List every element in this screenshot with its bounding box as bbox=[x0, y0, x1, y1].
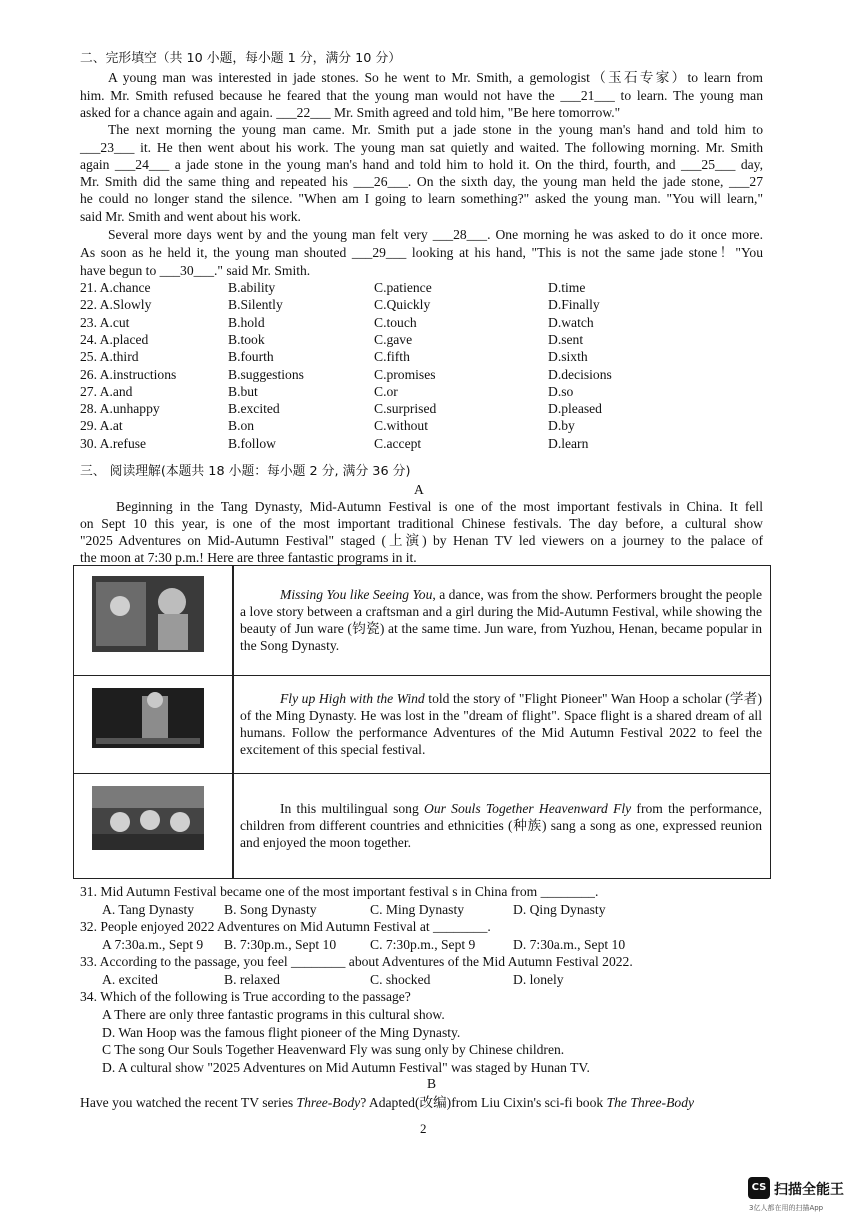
cloze-option: D.Finally bbox=[548, 297, 600, 313]
cloze-option: B.took bbox=[228, 331, 265, 347]
question-stem: 33. According to the passage, you feel ________ about Adventures of the Mid Autumn Festival 2022. bbox=[80, 954, 633, 969]
cloze-option: 28. A.unhappy bbox=[80, 401, 160, 417]
cloze-option: B.excited bbox=[228, 401, 280, 417]
program-photo bbox=[92, 786, 204, 850]
cloze-line: ___23___ it. He then went about his work. The young man sat quietly and waited. The following morning. Mr. Smith bbox=[80, 140, 763, 155]
question-option: B. Song Dynasty bbox=[224, 902, 317, 917]
program-photo bbox=[92, 688, 204, 748]
cloze-option: 25. A.third bbox=[80, 349, 139, 365]
cloze-option: B.follow bbox=[228, 435, 276, 451]
cloze-option: D.decisions bbox=[548, 366, 612, 382]
cloze-option: C.gave bbox=[374, 331, 413, 347]
program-description bbox=[240, 690, 762, 758]
cloze-option: B.hold bbox=[228, 314, 265, 330]
cloze-option: C.surprised bbox=[374, 401, 437, 417]
intro-line: the moon at 7:30 p.m.! Here are three fantastic programs in it. bbox=[80, 550, 417, 565]
program-text: told the story of "Flight Pioneer" Wan Hoop a scholar (学者) of the Ming Dynasty. He was lost in the "dream of flight". Space flight is a shared dream of all humans. Follow the performance Adventures of the Mid Autumn Festival 2022 to feel the excitement of this special festival. bbox=[240, 691, 762, 757]
cloze-option: 27. A.and bbox=[80, 383, 133, 399]
page-number: 2 bbox=[420, 1121, 427, 1136]
cloze-option: D.pleased bbox=[548, 401, 602, 417]
cloze-option: 24. A.placed bbox=[80, 331, 149, 347]
cloze-option: C.without bbox=[374, 418, 429, 434]
cloze-line: Several more days went by and the young man felt very ___28___. One morning he was asked to do it once more. bbox=[108, 227, 763, 242]
cloze-option: C.accept bbox=[374, 435, 422, 451]
intro-line: Beginning in the Tang Dynasty, Mid-Autumn Festival is one of the most important festivals in China. It fell bbox=[116, 499, 763, 514]
table-row bbox=[74, 774, 770, 880]
cloze-line: The next morning the young man came. Mr. Smith put a jade stone in the young man's hand and told him to bbox=[108, 122, 763, 137]
question-stem: 31. Mid Autumn Festival became one of the most important festival s in China from ________. bbox=[80, 884, 599, 899]
program-description bbox=[240, 586, 762, 654]
table-row bbox=[74, 676, 770, 774]
program-description bbox=[240, 800, 762, 851]
part-b-text: ? Adapted(改编)from Liu Cixin's sci-fi book bbox=[360, 1095, 607, 1110]
intro-line: on Sept 10 this year, is one of the most important traditional Chinese festivals. The day before, a cultural show bbox=[80, 516, 763, 531]
question-option: C. shocked bbox=[370, 972, 431, 987]
program-title: Missing You like Seeing You bbox=[280, 587, 433, 602]
part-a-label: A bbox=[414, 482, 424, 497]
program-text: , a dance, was from the show. Performers brought the people a love story between a craftsman and a girl during the Mid-Autumn Festival, while showing the beauty of Jun ware (钧瓷) at the same time. Jun ware, from Yuzhou, Henan, became popular in the Song Dynasty. bbox=[240, 587, 762, 653]
cloze-option: 22. A.Slowly bbox=[80, 297, 152, 313]
question-option: D. Wan Hoop was the famous flight pioneer of the Ming Dynasty. bbox=[102, 1024, 461, 1040]
cloze-line: As soon as he held it, the young man shouted ___29___ looking at his hand, "This is not the same jade stone！"You bbox=[80, 245, 763, 260]
question-option: D. Qing Dynasty bbox=[513, 902, 606, 917]
watermark-name: 扫描全能王 bbox=[774, 1182, 844, 1198]
cloze-line: A young man was interested in jade stones. So he went to Mr. Smith, a gemologist（玉石专家）to learn from bbox=[108, 70, 763, 85]
cloze-option: B.Silently bbox=[228, 297, 283, 313]
watermark-tagline: 3亿人都在用的扫描App bbox=[749, 1204, 824, 1212]
cloze-option: 30. A.refuse bbox=[80, 435, 147, 451]
cloze-option: C.or bbox=[374, 383, 398, 399]
cloze-line: asked for a chance again and again. ___22___ Mr. Smith agreed and told him, "Be here tomorrow." bbox=[80, 105, 621, 120]
question-option: B. 7:30p.m., Sept 10 bbox=[224, 937, 337, 952]
cloze-option: C.fifth bbox=[374, 349, 410, 365]
camscanner-logo-icon: CS bbox=[748, 1177, 770, 1199]
cloze-line: he could no longer stand the silence. "When am I going to learn something?" asked the young man. "You will learn," bbox=[80, 191, 763, 206]
cloze-option: C.patience bbox=[374, 280, 432, 295]
part-b-label: B bbox=[427, 1076, 437, 1091]
table-row bbox=[74, 566, 770, 676]
cloze-option: B.ability bbox=[228, 280, 276, 295]
cloze-line: said Mr. Smith and went about his work. bbox=[80, 209, 301, 224]
cloze-option: 29. A.at bbox=[80, 418, 123, 434]
cloze-option: D.time bbox=[548, 280, 586, 295]
cloze-option: D.by bbox=[548, 418, 575, 434]
cloze-option: D.watch bbox=[548, 314, 594, 330]
section3-heading: 三、 阅读理解(本题共 18 小题：每小题 2 分, 满分 36 分) bbox=[80, 464, 411, 479]
question-option: A There are only three fantastic programs in this cultural show. bbox=[102, 1007, 445, 1022]
section2-heading: 二、完形填空（共 10 小题，每小题 1 分，满分 10 分） bbox=[80, 51, 402, 66]
cloze-option: D.so bbox=[548, 383, 574, 399]
cloze-option: C.promises bbox=[374, 366, 436, 382]
cloze-option: D.learn bbox=[548, 435, 589, 451]
program-text-pre: In this multilingual song bbox=[280, 801, 425, 816]
question-option: B. relaxed bbox=[224, 972, 280, 987]
question-option: C. 7:30p.m., Sept 9 bbox=[370, 937, 476, 952]
question-option: A 7:30a.m., Sept 9 bbox=[102, 937, 204, 952]
cloze-option: D.sixth bbox=[548, 349, 588, 365]
cloze-option: C.touch bbox=[374, 314, 417, 330]
question-option: D. lonely bbox=[513, 972, 564, 987]
intro-line: "2025 Adventures on Mid-Autumn Festival" staged (上演) by Henan TV led viewers on a journey to the palace of bbox=[80, 533, 763, 548]
cloze-line: have begun to ___30___." said Mr. Smith. bbox=[80, 263, 311, 278]
part-b-first-line bbox=[80, 1094, 694, 1111]
cloze-line: him. Mr. Smith refused because he feared that the young man would not have the ___21___ to learn. The young man bbox=[80, 88, 763, 103]
cloze-option: B.on bbox=[228, 418, 255, 434]
question-option: D. 7:30a.m., Sept 10 bbox=[513, 937, 626, 952]
cloze-option: B.suggestions bbox=[228, 366, 304, 382]
question-option: C The song Our Souls Together Heavenward Fly was sung only by Chinese children. bbox=[102, 1042, 565, 1057]
question-option: A. Tang Dynasty bbox=[102, 902, 195, 917]
cloze-option: D.sent bbox=[548, 331, 584, 347]
part-b-title: Three-Body bbox=[296, 1095, 361, 1110]
cloze-option: C.Quickly bbox=[374, 297, 431, 313]
question-stem: 32. People enjoyed 2022 Adventures on Mid Autumn Festival at ________. bbox=[80, 919, 491, 934]
cloze-line: Mr. Smith did the same thing and repeated his ___26___. On the sixth day, the young man held the jade stone, ___27 bbox=[80, 174, 763, 189]
question-option: C. Ming Dynasty bbox=[370, 902, 465, 917]
part-b-text: Have you watched the recent TV series bbox=[80, 1095, 297, 1110]
cloze-option: 23. A.cut bbox=[80, 314, 130, 330]
program-title: Fly up High with the Wind bbox=[280, 691, 425, 706]
cloze-option: B.but bbox=[228, 383, 258, 399]
program-photo bbox=[92, 576, 204, 652]
programs-table bbox=[73, 565, 771, 879]
cloze-line: again ___24___ a jade stone in the young man's hand and told him to hold it. On the third, fourth, and ___25___ day, bbox=[80, 157, 763, 172]
question-stem: 34. Which of the following is True according to the passage? bbox=[80, 989, 411, 1004]
cloze-option: 21. A.chance bbox=[80, 280, 151, 295]
cloze-option: B.fourth bbox=[228, 349, 274, 365]
program-text: from the performance, children from different countries and ethnicities (种族) sang a song as one, expressed reunion and enjoyed the moon together. bbox=[240, 801, 762, 850]
part-b-title: The Three-Body bbox=[606, 1095, 695, 1110]
program-title: Our Souls Together Heavenward Fly bbox=[424, 801, 632, 816]
question-option: A. excited bbox=[102, 972, 158, 987]
cloze-option: 26. A.instructions bbox=[80, 366, 177, 382]
question-option: D. A cultural show "2025 Adventures on Mid Autumn Festival" was staged by Hunan TV. bbox=[102, 1059, 590, 1075]
